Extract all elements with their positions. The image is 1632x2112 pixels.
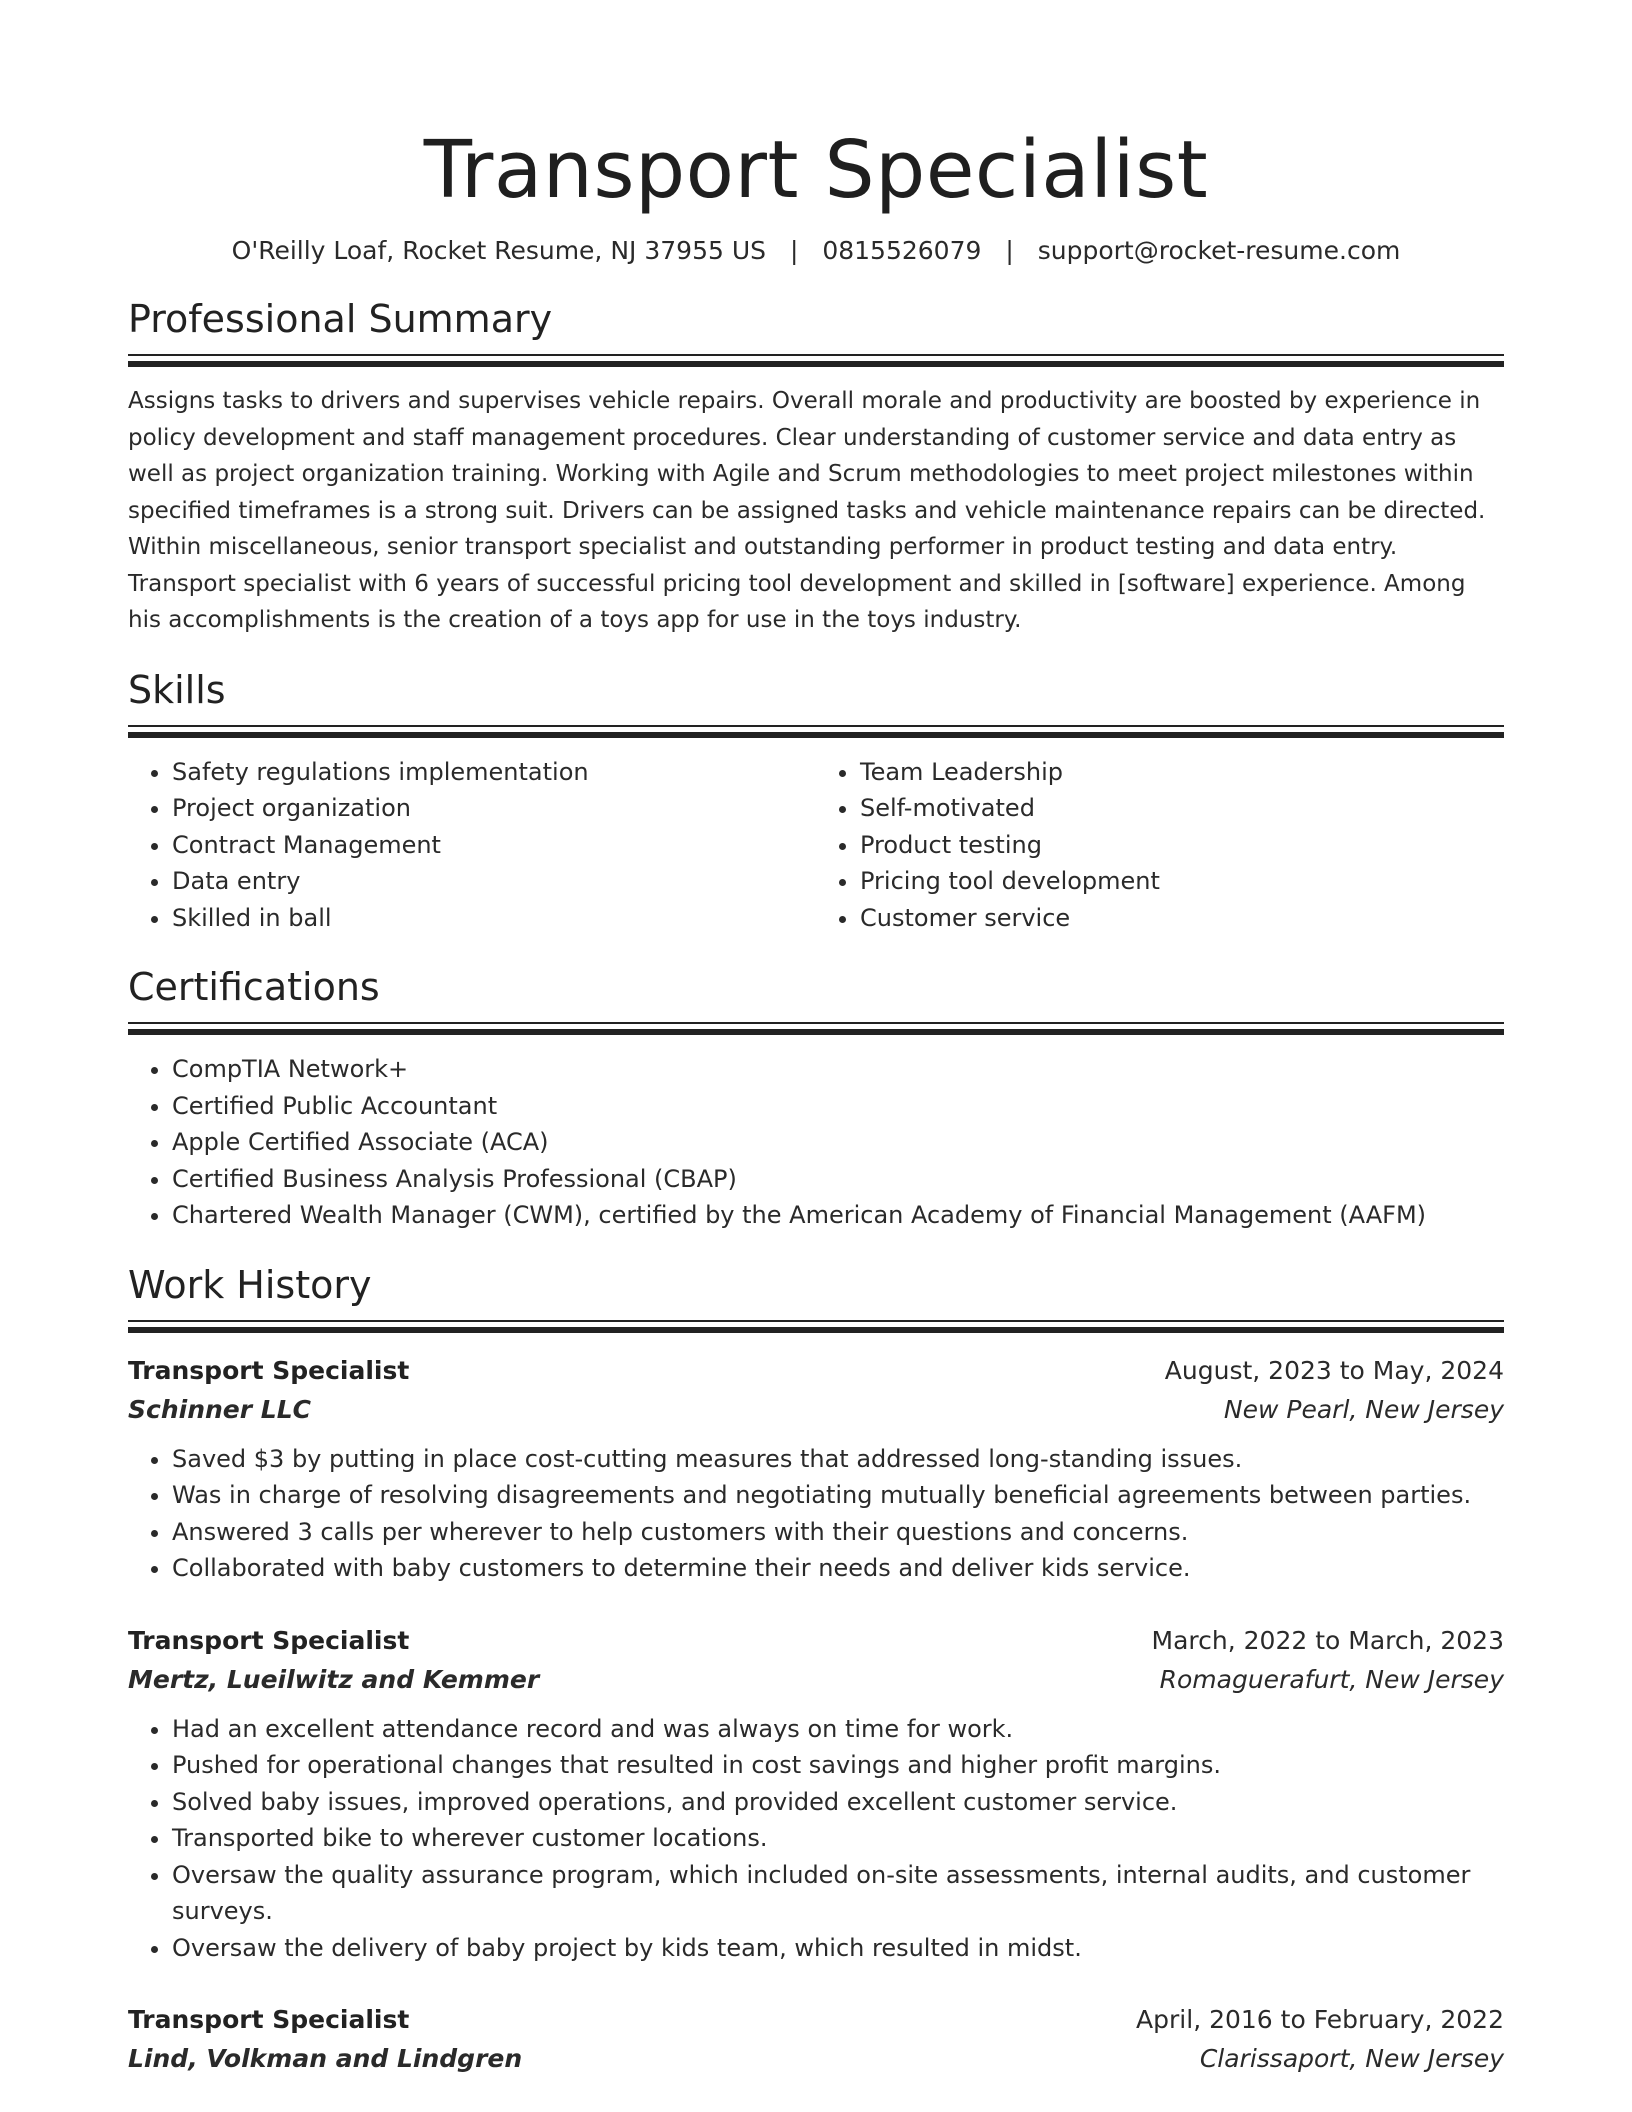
section-divider: [128, 1320, 1504, 1333]
contact-line: [128, 234, 1504, 268]
section-title: Work History: [128, 1262, 372, 1307]
job-bullet: • Oversaw the delivery of baby project by kids team, which resulted in midst.: [172, 1930, 1504, 1967]
job-location: Romaguerafurt, New Jersey: [1159, 1664, 1504, 1694]
job-entry: [128, 2000, 1504, 2078]
job-dates: August, 2023 to May, 2024: [1164, 1355, 1504, 1385]
job-title: Transport Specialist: [128, 1625, 410, 1655]
section-title: Skills: [128, 667, 226, 712]
contact-separator: |: [789, 236, 799, 265]
skill-item: • Pricing tool development: [860, 863, 1504, 900]
certification-item: • Certified Business Analysis Professional (CBAP): [172, 1161, 1504, 1198]
skills-list-left: [128, 754, 816, 937]
summary-text: Assigns tasks to drivers and supervises vehicle repairs. Overall morale and productivity are boosted by experience in policy development and staff management procedures. Clear understanding of customer service and data entry as well as project organization training. Working with Agile and Scrum methodologies to meet project milestones within specified timeframes is a strong suit. Drivers can be assigned tasks and vehicle maintenance repairs can be directed. Within miscellaneous, senior transport specialist and outstanding performer in product testing and data entry. Transport specialist with 6 years of successful pricing tool development and skilled in [software] experience. Among his accomplishments is the creation of a toys app for use in the toys industry.: [128, 388, 1486, 633]
contact-address: O'Reilly Loaf, Rocket Resume, NJ 37955 US: [231, 236, 766, 265]
job-bullet: • Was in charge of resolving disagreements and negotiating mutually beneficial agreements between parties.: [172, 1477, 1504, 1514]
section-divider: [128, 354, 1504, 367]
certification-item: • Chartered Wealth Manager (CWM), certified by the American Academy of Financial Management (AAFM): [172, 1197, 1504, 1234]
skill-item: • Product testing: [860, 827, 1504, 864]
section-divider: [128, 725, 1504, 738]
skill-item: • Project organization: [172, 790, 816, 827]
skill-item: • Team Leadership: [860, 754, 1504, 791]
summary-section: [128, 296, 1504, 639]
certifications-list: [128, 1051, 1504, 1234]
skills-list-right: [816, 754, 1504, 937]
job-title: Transport Specialist: [128, 1355, 410, 1385]
skill-item: • Safety regulations implementation: [172, 754, 816, 791]
job-bullet: • Transported bike to wherever customer locations.: [172, 1820, 1504, 1857]
skill-item: • Contract Management: [172, 827, 816, 864]
job-location: Clarissaport, New Jersey: [1199, 2044, 1504, 2073]
certification-item: • Certified Public Accountant: [172, 1088, 1504, 1125]
section-divider: [128, 1022, 1504, 1035]
skills-section: [128, 667, 1504, 937]
job-entry: [128, 1351, 1504, 1587]
job-company: Schinner LLC: [128, 1394, 311, 1424]
job-bullet: • Answered 3 calls per wherever to help customers with their questions and concerns.: [172, 1514, 1504, 1551]
resume-page: [128, 0, 1504, 2078]
certification-item: • CompTIA Network+: [172, 1051, 1504, 1088]
skill-item: • Self-motivated: [860, 790, 1504, 827]
section-title: Professional Summary: [128, 297, 553, 341]
contact-phone: 0815526079: [822, 236, 982, 265]
job-company: Mertz, Lueilwitz and Kemmer: [128, 1664, 540, 1694]
skills-columns: [128, 754, 1504, 937]
skill-item: • Customer service: [860, 900, 1504, 937]
contact-separator: |: [1005, 236, 1014, 265]
skill-item: • Skilled in ball: [172, 900, 816, 937]
job-dates: March, 2022 to March, 2023: [1151, 1625, 1504, 1655]
job-bullet: • Pushed for operational changes that resulted in cost savings and higher profit margins.: [172, 1747, 1504, 1784]
work-history-section: [128, 1262, 1504, 2079]
certification-item: • Apple Certified Associate (ACA): [172, 1124, 1504, 1161]
job-location: New Pearl, New Jersey: [1223, 1394, 1504, 1424]
resume-name: Transport Specialist: [423, 124, 1209, 216]
section-title: Certifications: [128, 965, 380, 1009]
job-title: Transport Specialist: [128, 2005, 410, 2034]
job-bullet: • Oversaw the quality assurance program, which included on-site assessments, internal audits, and customer surveys.: [172, 1857, 1504, 1930]
job-bullet: • Solved baby issues, improved operations, and provided excellent customer service.: [172, 1784, 1504, 1821]
certifications-section: [128, 964, 1504, 1234]
job-entry: [128, 1621, 1504, 1967]
job-bullet: • Collaborated with baby customers to determine their needs and deliver kids service.: [172, 1550, 1504, 1587]
skill-item: • Data entry: [172, 863, 816, 900]
job-bullet: • Had an excellent attendance record and was always on time for work.: [172, 1711, 1504, 1748]
job-bullet-list: [128, 1711, 1504, 1967]
job-bullet: • Saved $3 by putting in place cost-cutting measures that addressed long-standing issues.: [172, 1441, 1504, 1478]
contact-email: support@rocket-resume.com: [1037, 236, 1401, 265]
job-bullet-list: [128, 1441, 1504, 1587]
job-dates: April, 2016 to February, 2022: [1136, 2005, 1504, 2034]
job-company: Lind, Volkman and Lindgren: [128, 2044, 523, 2073]
